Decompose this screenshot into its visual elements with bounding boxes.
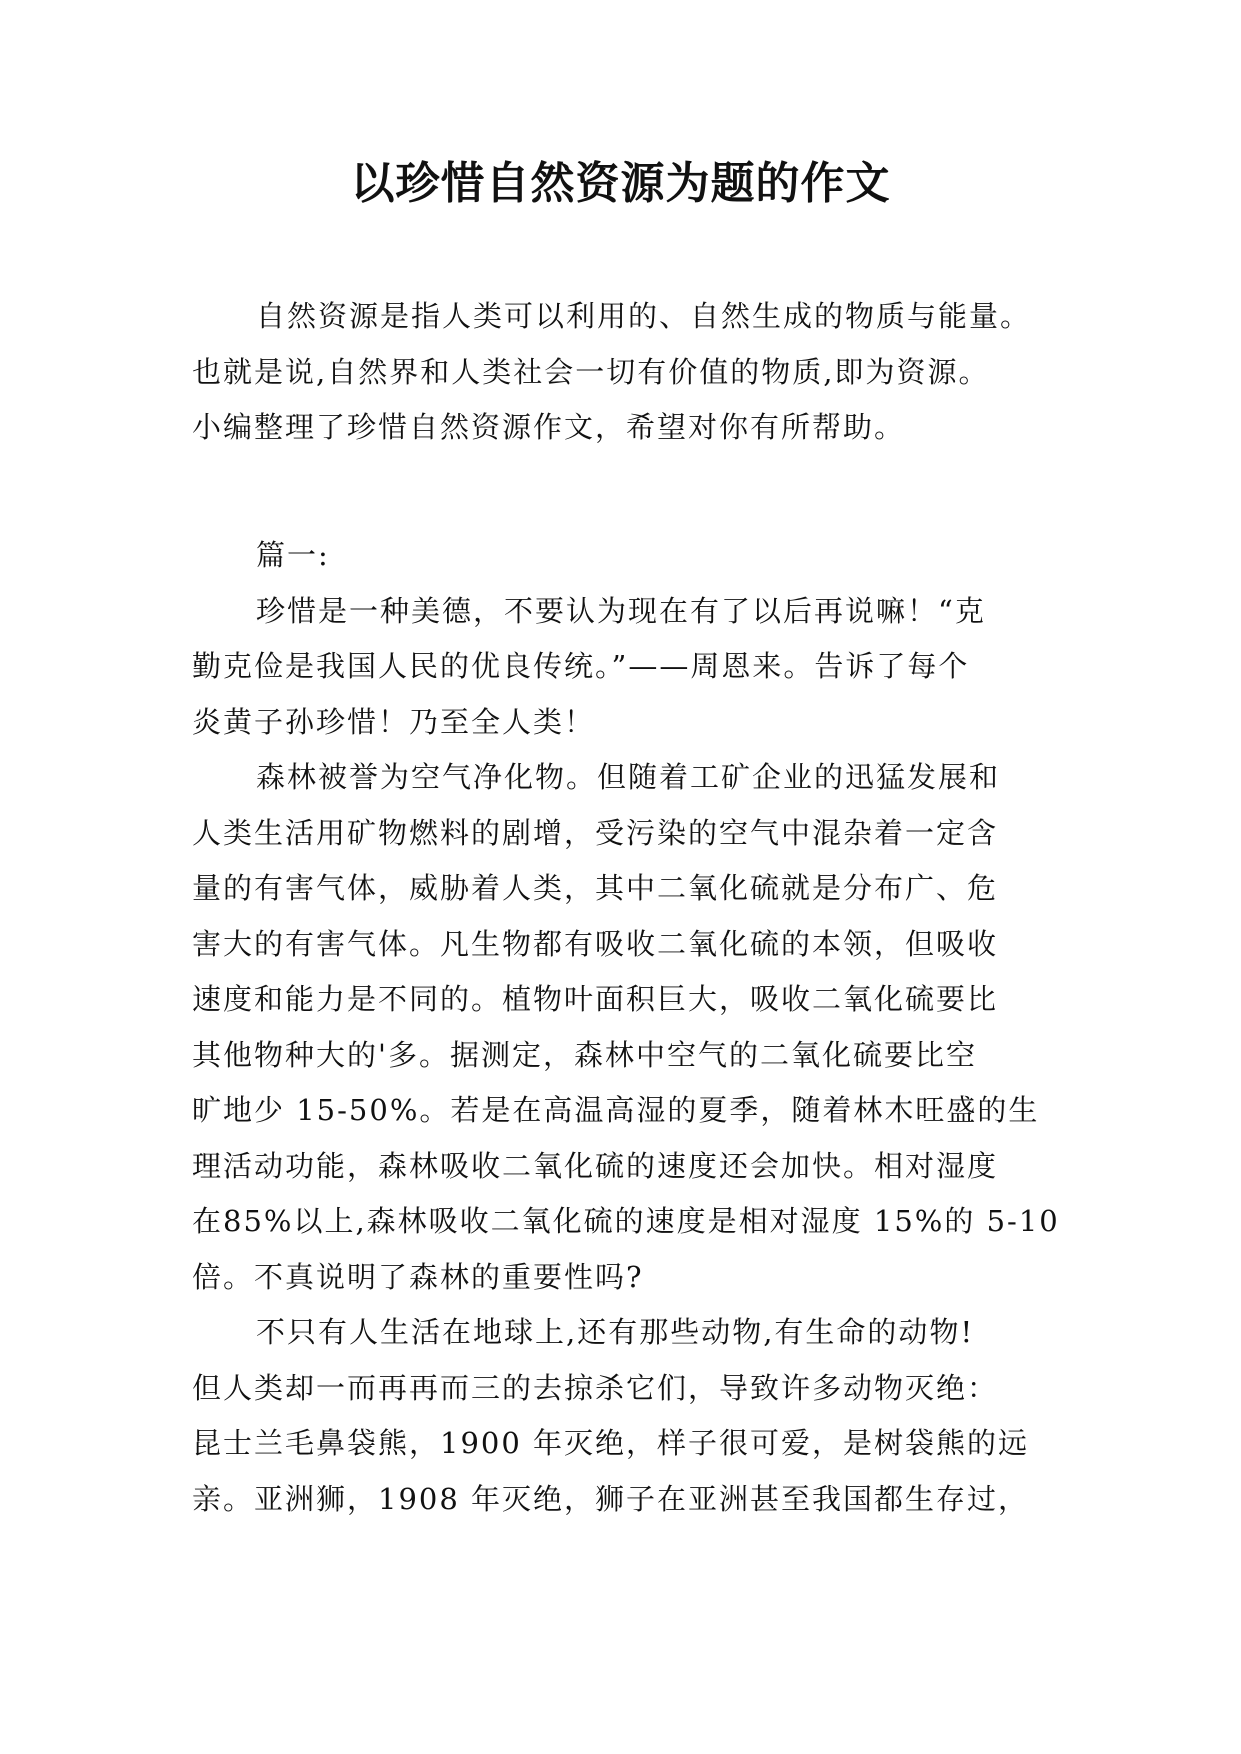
text-line: 量的有害气体，威胁着人类，其中二氧化硫就是分布广、危 bbox=[192, 871, 999, 905]
text-line: 其他物种大的'多。据测定，森林中空气的二氧化硫要比空 bbox=[192, 1037, 977, 1072]
text-line: 昆士兰毛鼻袋熊，1900 年灭绝，样子很可爱，是树袋熊的远 bbox=[192, 1426, 1030, 1460]
text-line: 倍。不真说明了森林的重要性吗? bbox=[192, 1259, 644, 1294]
text-line: 旷地少 15-50%。若是在高温高湿的夏季，随着林木旺盛的生 bbox=[192, 1093, 1040, 1127]
section-heading: 篇一: bbox=[256, 538, 330, 572]
text-line: 但人类却一而再再而三的去掠杀它们，导致许多动物灭绝： bbox=[192, 1370, 999, 1405]
text-line: 在85%以上,森林吸收二氧化硫的速度是相对湿度 15%的 5-10 bbox=[192, 1204, 1060, 1238]
text-line: 小编整理了珍惜自然资源作文，希望对你有所帮助。 bbox=[192, 410, 906, 444]
text-line: 也就是说,自然界和人类社会一切有价值的物质,即为资源。 bbox=[192, 354, 990, 389]
intro-paragraph bbox=[192, 289, 1052, 456]
text-line: 理活动功能，森林吸收二氧化硫的速度还会加快。相对湿度 bbox=[192, 1148, 999, 1183]
text-line: 炎黄子孙珍惜！乃至全人类！ bbox=[192, 704, 596, 739]
text-line: 不只有人生活在地球上,还有那些动物,有生命的动物! bbox=[256, 1315, 975, 1349]
text-line: 勤克俭是我国人民的优良传统。”——周恩来。告诉了每个 bbox=[192, 649, 970, 683]
text-line: 自然资源是指人类可以利用的、自然生成的物质与能量。 bbox=[256, 299, 1032, 333]
document-title: 以珍惜自然资源为题的作文 bbox=[350, 158, 891, 209]
text-line: 速度和能力是不同的。植物叶面积巨大，吸收二氧化硫要比 bbox=[192, 982, 999, 1016]
text-line: 人类生活用矿物燃料的剧增，受污染的空气中混杂着一定含 bbox=[192, 815, 999, 850]
text-line: 亲。亚洲狮，1908 年灭绝，狮子在亚洲甚至我国都生存过， bbox=[192, 1481, 1030, 1516]
article-body bbox=[192, 528, 1060, 1527]
text-line: 森林被誉为空气净化物。但随着工矿企业的迅猛发展和 bbox=[256, 760, 1001, 794]
text-line: 珍惜是一种美德，不要认为现在有了以后再说嘛！“克 bbox=[256, 593, 986, 628]
text-line: 害大的有害气体。凡生物都有吸收二氧化硫的本领，但吸收 bbox=[192, 926, 999, 961]
